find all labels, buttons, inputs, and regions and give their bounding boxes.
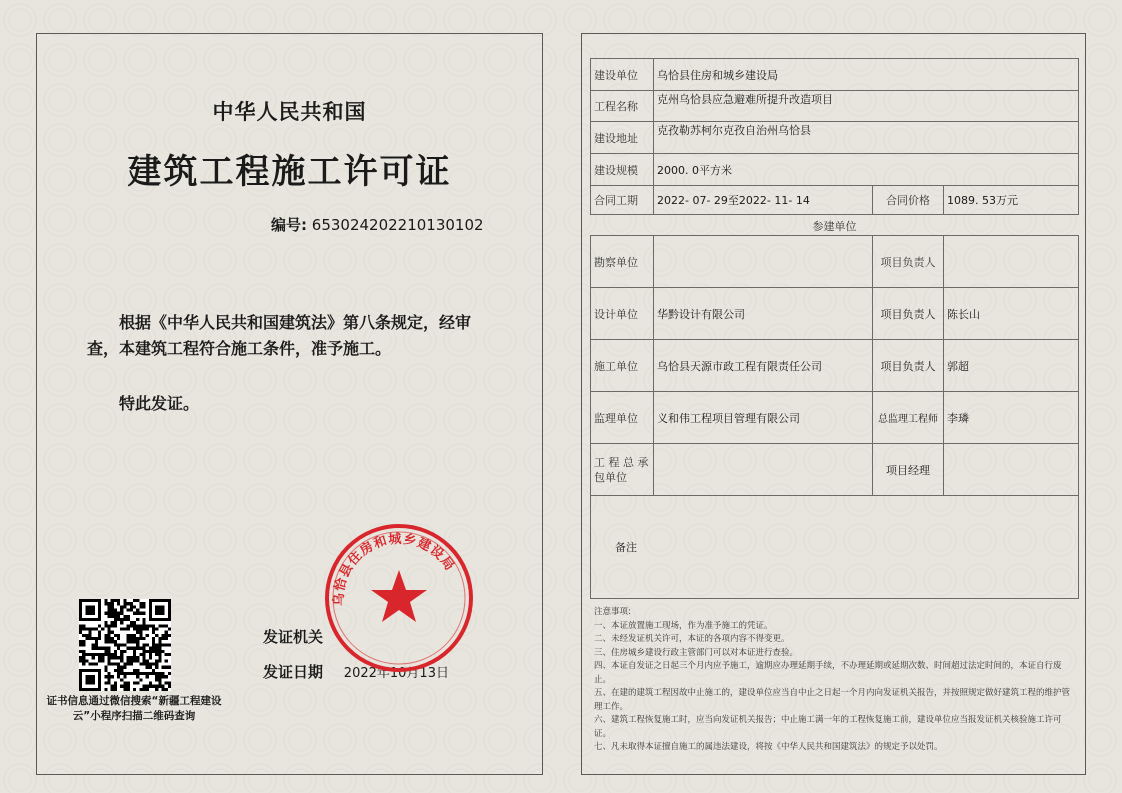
design-lead-label: 项目负责人 [873,288,944,340]
design-value: 华黔设计有限公司 [654,288,873,340]
general-contractor-value [654,444,873,496]
builder-label: 建设单位 [591,59,654,91]
builder-value: 乌恰县住房和城乡建设局 [654,59,1079,91]
list-item: 三、住房城乡建设行政主管部门可以对本证进行查验。 [594,647,799,658]
list-item: 五、在建的建筑工程因故中止施工的，建设单位应当自中止之日起一个月内向发证机关报告，并按照规定做好建筑工程的维护管理工作。 [594,688,1071,712]
table-row [591,444,1079,496]
price-label: 合同价格 [873,186,944,215]
survey-label: 勘察单位 [591,236,654,288]
general-lead-label: 项目经理 [873,444,944,496]
survey-lead-label: 项目负责人 [873,236,944,288]
seal-star-icon [371,570,427,622]
list-item: 七、凡未取得本证擅自施工的属违法建设，将按《中华人民共和国建筑法》的规定予以处罚。 [594,742,943,752]
general-contractor-label: 工 程 总 承包单位 [591,444,654,496]
survey-lead-value [944,236,1079,288]
list-item: 一、本证放置施工现场，作为准予施工的凭证。 [594,620,773,631]
price-value: 1089. 53万元 [944,186,1079,215]
project-value: 克州乌恰县应急避难所提升改造项目 [654,91,1079,122]
official-seal [323,522,475,674]
certificate-number [271,214,484,235]
certificate-number-value: 653024202210130102 [311,216,484,234]
period-value: 2022- 07- 29至2022- 11- 14 [654,186,873,215]
permit-right-panel [581,33,1086,775]
participants-table [590,235,1079,599]
table-row [591,236,1079,288]
remarks-label: 备注 [591,496,1079,599]
list-item: 二、未经发证机关许可，本证的各项内容不得变更。 [594,634,790,644]
country-name: 中华人民共和国 [212,100,367,124]
construct-value: 乌恰县天源市政工程有限责任公司 [654,340,873,392]
period-label: 合同工期 [591,186,654,215]
issuance-statement: 特此发证。 [119,394,200,413]
address-label: 建设地址 [591,122,654,154]
table-row [591,340,1079,392]
supervise-value: 义和伟工程项目管理有限公司 [654,392,873,444]
construct-lead-value: 郭超 [944,340,1079,392]
participants-title: 参建单位 [812,220,857,233]
construct-lead-label: 项目负责人 [873,340,944,392]
project-label: 工程名称 [591,91,654,122]
construct-label: 施工单位 [591,340,654,392]
general-lead-value [944,444,1079,496]
supervise-lead-label: 总监理工程师 [873,392,944,444]
approval-text: 根据《中华人民共和国建筑法》第八条规定，经审查，本建筑工程符合施工条件，准予施工。 [87,313,472,358]
issuing-authority-label: 发证机关 [263,628,324,646]
table-row [591,288,1079,340]
table-row [591,392,1079,444]
issue-date-value: 2022年10月13日 [343,666,449,681]
qr-code [79,599,171,691]
scale-label: 建设规模 [591,154,654,186]
design-label: 设计单位 [591,288,654,340]
qr-caption: 证书信息通过微信搜索“新疆工程建设云”小程序扫描二维码查询 [46,695,222,722]
address-value: 克孜勒苏柯尔克孜自治州乌恰县 [654,122,1079,154]
list-item: 四、本证自发证之日起三个月内应予施工，逾期应办理延期手续，不办理延期或延期次数、时间超过法定时间的，本证自行废止。 [594,661,1062,685]
notes-section [594,606,1078,755]
scale-value: 2000. 0平方米 [654,154,1079,186]
supervise-lead-value: 李璘 [944,392,1079,444]
issue-date-label: 发证日期 [263,663,324,681]
certificate-title: 建筑工程施工许可证 [127,152,452,192]
certificate-number-label: 编号: [271,216,307,234]
supervise-label: 监理单位 [591,392,654,444]
list-item: 六、建筑工程恢复施工时，应当向发证机关报告；中止施工满一年的工程恢复施工前，建设单位应当报发证机关核验施工许可证。 [594,715,1062,739]
notes-title: 注意事项: [594,607,631,617]
seal-text: 乌恰县住房和城乡建设局 [331,531,458,607]
design-lead-value: 陈长山 [944,288,1079,340]
project-info-table [590,58,1079,215]
table-row [591,496,1079,599]
permit-left-panel [36,33,543,775]
survey-value [654,236,873,288]
